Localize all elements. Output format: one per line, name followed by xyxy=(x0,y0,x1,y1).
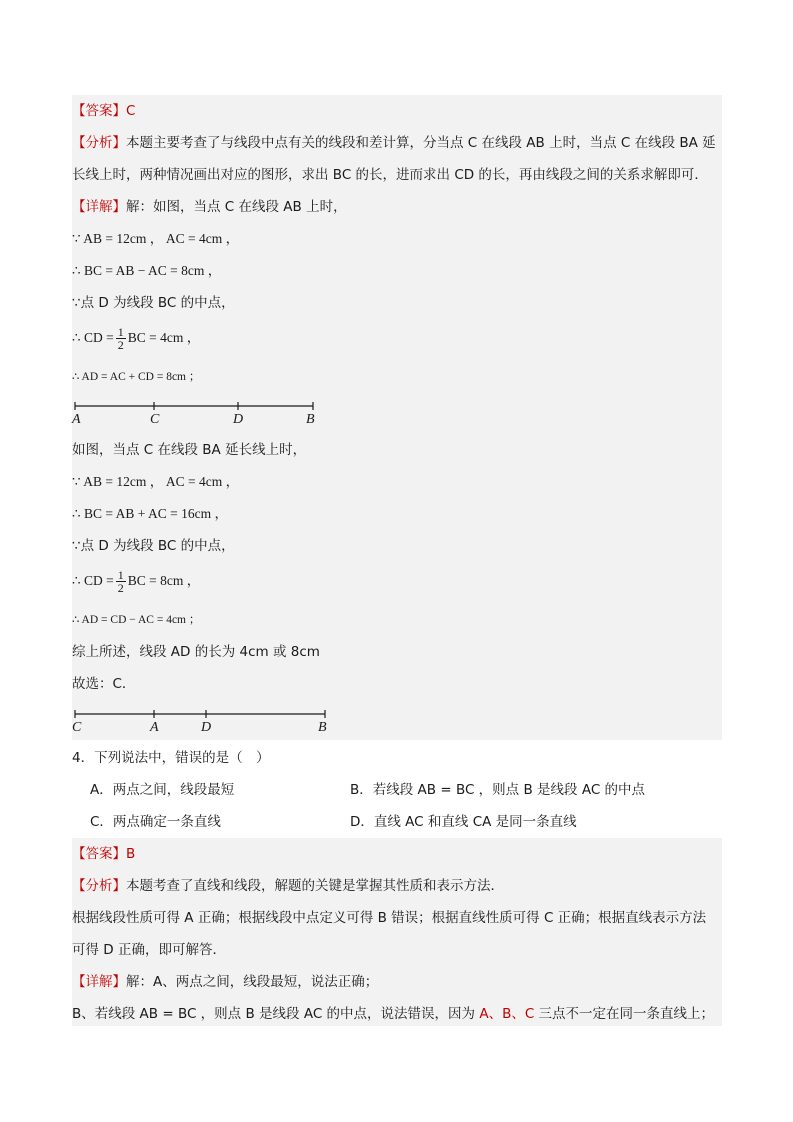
detail-label: 【详解】 xyxy=(72,974,126,990)
analysis-text-2: 长线上时，两种情况画出对应的图形，求出 BC 的长，进而求出 CD 的长，再由线段之间的关系求解即可． xyxy=(72,167,708,183)
case1-bc-eq: BC = 4cm ， xyxy=(127,330,201,345)
case1-cd-eq: ∴ CD = xyxy=(72,330,114,345)
point-label-c: C xyxy=(150,412,160,427)
option-a[interactable]: A．两点之间，线段最短 xyxy=(90,782,235,798)
analysis-line-1 xyxy=(72,134,716,152)
choose-line: 故选：C． xyxy=(72,676,136,692)
fraction-half: $\frac{1}{2}$ xyxy=(117,568,124,596)
analysis2-line-1 xyxy=(72,877,504,895)
analysis-label: 【分析】 xyxy=(72,878,126,894)
analysis-line-2 xyxy=(72,166,708,184)
analysis2-line-2: 根据线段性质可得 A 正确；根据线段中点定义可得 B 错误；根据直线性质可得 C 正确；根据直线表示方法 xyxy=(72,910,707,926)
detail-label: 【详解】 xyxy=(72,199,126,215)
detail2-points: A、B、C xyxy=(479,1006,535,1022)
case2-line-3: ∵点 D 为线段 BC 的中点， xyxy=(72,538,235,554)
case1-line-3: ∵点 D 为线段 BC 的中点， xyxy=(72,295,235,311)
case2-line-1: ∵ AB = 12cm ， AC = 4cm ， xyxy=(72,474,240,489)
analysis2-text-1: 本题考查了直线和线段，解题的关键是掌握其性质和表示方法． xyxy=(126,878,504,894)
detail2-line-2 xyxy=(72,1005,714,1023)
analysis-text-1: 本题主要考查了与线段中点有关的线段和差计算，分当点 C 在线段 AB 上时，当点 C 在线段 BA 延 xyxy=(126,135,716,151)
fraction-half: $\frac{1}{2}$ xyxy=(117,325,124,353)
detail2-text-1: 解：A、两点之间，线段最短，说法正确； xyxy=(126,974,379,990)
case2-bc-eq: BC = 8cm ， xyxy=(127,573,201,588)
point-label-d: D xyxy=(233,412,244,427)
detail-line-1 xyxy=(72,198,347,216)
point-label-b: B xyxy=(306,412,315,427)
question-4-stem: 4．下列说法中，错误的是（ ） xyxy=(72,750,270,766)
case1-line-2: ∴ BC = AB − AC = 8cm ， xyxy=(72,263,222,278)
case1-line-5: ∴ AD = AC + CD = 8cm ； xyxy=(72,371,201,383)
option-d[interactable]: D．直线 AC 和直线 CA 是同一条直线 xyxy=(350,814,577,830)
option-c[interactable]: C．两点确定一条直线 xyxy=(90,814,221,830)
point-label-c: C xyxy=(72,720,82,735)
segment-diagram-1 xyxy=(70,398,330,428)
answer-label: 【答案】 xyxy=(72,103,126,119)
case2-line-4 xyxy=(72,567,200,595)
point-label-d: D xyxy=(201,720,212,735)
detail-intro: 解：如图，当点 C 在线段 AB 上时， xyxy=(126,199,347,215)
analysis2-line-3: 可得 D 正确，即可解答． xyxy=(72,942,226,958)
analysis-label: 【分析】 xyxy=(72,135,126,151)
answer-value: B xyxy=(126,846,136,862)
detail2-text-2a: B、若线段 AB = BC ，则点 B 是线段 AC 的中点，说法错误，因为 xyxy=(72,1006,480,1022)
answer-line-1 xyxy=(72,102,135,120)
answer-line-2 xyxy=(72,845,135,863)
detail2-line-1 xyxy=(72,973,378,991)
point-label-b: B xyxy=(318,720,327,735)
answer-label: 【答案】 xyxy=(72,846,126,862)
detail2-text-2c: 三点不一定在同一条直线上； xyxy=(534,1006,715,1022)
case2-line-5: ∴ AD = CD − AC = 4cm ； xyxy=(72,614,201,626)
case2-intro: 如图，当点 C 在线段 BA 延长线上时， xyxy=(72,442,307,458)
case2-cd-eq: ∴ CD = xyxy=(72,573,114,588)
summary-line: 综上所述，线段 AD 的长为 4cm 或 8cm xyxy=(72,644,320,660)
case1-line-4 xyxy=(72,324,200,352)
point-label-a: A xyxy=(72,412,81,427)
segment-diagram-2 xyxy=(70,706,340,736)
case2-line-2: ∴ BC = AB + AC = 16cm ， xyxy=(72,506,228,521)
answer-value: C xyxy=(126,103,136,119)
case1-line-1: ∵ AB = 12cm ， AC = 4cm ， xyxy=(72,231,240,246)
point-label-a: A xyxy=(150,720,159,735)
solution-block-2 xyxy=(72,838,722,1026)
option-b[interactable]: B．若线段 AB = BC ，则点 B 是线段 AC 的中点 xyxy=(350,782,646,798)
